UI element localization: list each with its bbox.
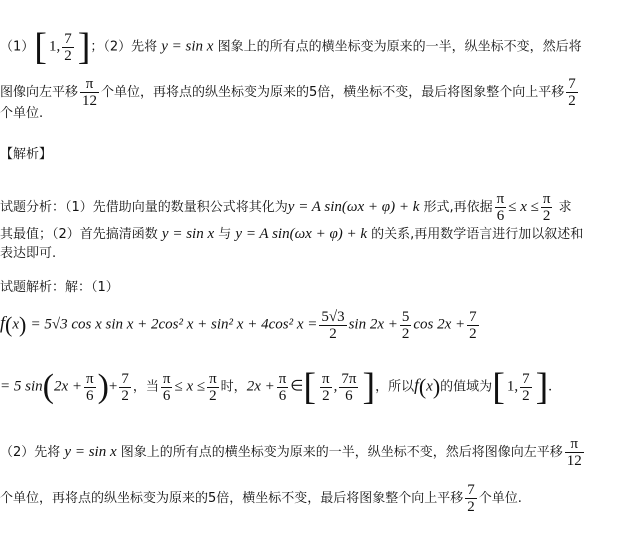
fraction-numerator: 7 — [522, 370, 530, 387]
fraction-numerator: π — [565, 436, 584, 453]
coef-fraction-1 — [319, 309, 346, 342]
argument-expr: 2x + — [246, 378, 275, 395]
fraction-denominator: 6 — [278, 387, 287, 404]
fraction-numerator: 7 — [121, 370, 129, 387]
fraction-denominator: 12 — [82, 93, 98, 109]
shift-fraction — [565, 436, 584, 469]
fraction-numerator: π — [496, 191, 505, 207]
part2-line-1 — [0, 436, 586, 469]
fraction-denominator: 6 — [86, 387, 94, 404]
inequality-middle: ≤ x ≤ — [508, 199, 539, 215]
right-bracket: ] — [362, 366, 376, 408]
fraction-numerator: π — [86, 370, 94, 387]
fraction-numerator: 5√3 — [321, 308, 345, 325]
expansion-expr: = 5√3 cos x sin x + 2cos² x + sin² x + 4cos² x = — [30, 316, 318, 333]
right-bracket: ] — [77, 26, 91, 68]
range-high-fraction — [520, 371, 532, 404]
left-bracket: [ — [303, 366, 317, 408]
fraction-numerator: π — [80, 76, 99, 93]
function-sin: y = sin x — [64, 444, 117, 460]
time-text: 时， — [220, 379, 247, 395]
ineq-left-fraction — [495, 191, 507, 224]
fraction-numerator: π — [278, 370, 287, 387]
interval-high-fraction — [339, 371, 358, 404]
simplified-eq: = 5 sin — [0, 378, 43, 395]
fraction-denominator: 12 — [566, 453, 582, 469]
solution-line-1: f(x) = 5√3 cos x sin x + 2cos² x + sin² x + 4cos² x = $\frac{5√3}{2}$ sin 2x + $\frac{5}{2}$ cos 2x + $\frac{7}{2}$ — [0, 308, 477, 342]
analysis-mid: 形式,再依据 — [423, 200, 493, 215]
fraction-denominator: 2 — [522, 387, 530, 404]
left-bracket: [ — [34, 26, 47, 68]
coef-fraction-2 — [400, 309, 412, 342]
so-text: ，所以 — [375, 379, 415, 395]
fraction-denominator: 6 — [496, 208, 505, 224]
fraction-denominator: 2 — [542, 208, 551, 224]
variable-x: x — [12, 316, 20, 333]
function-sin: y = sin x — [161, 226, 215, 242]
fraction-denominator: 6 — [345, 387, 353, 404]
up-shift-fraction — [465, 482, 477, 515]
fraction-denominator: 2 — [322, 387, 330, 404]
plus-sign: + — [108, 378, 118, 395]
part2-text-2: 个单位，再将点的纵坐标变为原来的5倍，横坐标不变，最后将图象整个向上平移 — [0, 491, 464, 506]
general-form: y = A sin(ωx + φ) + k — [287, 199, 420, 215]
fraction-denominator: 2 — [469, 325, 477, 342]
fraction-denominator: 2 — [401, 325, 410, 342]
part2-line-2 — [0, 482, 522, 515]
constant-fraction — [467, 309, 479, 342]
analysis-heading: 【解析】 — [0, 147, 53, 162]
element-of: ∈ — [290, 378, 304, 395]
part2-text-1: 图象上的所有点的横坐标变为原来的一半，纵坐标不变，然后将图像向左平移 — [120, 445, 563, 460]
solution-heading — [0, 278, 119, 298]
range-low: 1 — [48, 38, 57, 55]
argument-fraction — [277, 371, 289, 404]
fraction-numerator: 7 — [467, 482, 475, 498]
fraction-numerator: 7 — [568, 76, 576, 92]
answer-line-1: （1）[ 1, $\frac{7}{2}$ ]；（2）先将 y = sin x 图象上的所有点的横坐标变为原来的一半，纵坐标不变，然后将 — [0, 26, 582, 68]
variable-x: x — [426, 378, 433, 395]
analysis-line3: 表达即可. — [0, 246, 57, 261]
phase-fraction — [84, 371, 96, 404]
analysis-with: 与 — [218, 227, 232, 242]
period: . — [548, 378, 552, 395]
fraction-numerator: 7π — [341, 370, 357, 387]
range-low: 1 — [506, 378, 515, 395]
fraction-numerator: π — [209, 370, 217, 387]
analysis-line2b: 的关系,再用数学语言进行加以叙述和 — [371, 227, 584, 242]
fraction-denominator: 6 — [162, 387, 171, 404]
fraction-numerator: 5 — [401, 308, 410, 325]
fraction-denominator: 2 — [568, 93, 576, 109]
analysis-line-2 — [0, 224, 583, 245]
right-bracket: ] — [535, 366, 549, 408]
domain-middle: ≤ x ≤ — [174, 378, 206, 395]
fraction-denominator: 2 — [64, 47, 72, 64]
sin-2x-term: sin 2x + — [348, 316, 398, 333]
fraction-numerator: 7 — [64, 30, 72, 47]
fraction-numerator: π — [322, 370, 330, 387]
function-f: f — [414, 375, 419, 395]
constant-fraction — [119, 371, 131, 404]
fraction-denominator: 2 — [121, 387, 129, 404]
solution-line-2: = 5 sin(2x + $\frac{\pi}{6}$ )+ $\frac{7}{2}$ ，当 $\frac{\pi}{6}$ ≤ x ≤ $\frac{\pi}{2}$ 时，2x + $\frac{\pi}{6}$ ∈[ $\frac{\pi}{2}$ , $\frac{7\pi}{6}$ ]，所以f(x)的值域为[ 1, $\frac{7}{2}$ ]. — [0, 366, 552, 408]
ineq-right-fraction — [541, 191, 553, 224]
function-sin: y = sin x — [161, 38, 214, 55]
domain-right-fraction — [207, 371, 219, 404]
transform-text-1: 图象上的所有点的横坐标变为原来的一半，纵坐标不变，然后将 — [217, 39, 582, 55]
left-bracket: [ — [492, 366, 505, 408]
analysis-line-1 — [0, 191, 572, 224]
answer-line-3 — [0, 104, 43, 124]
range-high-fraction — [62, 31, 74, 64]
cos-2x-term: cos 2x + — [413, 316, 466, 333]
up-shift-fraction — [566, 76, 578, 109]
analysis-line-3 — [0, 244, 56, 264]
general-form-2: y = A sin(ωx + φ) + k — [235, 226, 368, 242]
when-text: ，当 — [132, 379, 159, 395]
analysis-tail: 求 — [558, 200, 572, 215]
transform-text-3: 个单位，再将点的纵坐标变为原来的5倍，横坐标不变，最后将图象整个向上平移 — [101, 85, 565, 100]
part-2-lead: ；（2）先将 — [90, 39, 158, 55]
inner-arg: 2x + — [53, 378, 82, 395]
part2-text-3: 个单位. — [478, 491, 522, 506]
part2-lead: （2）先将 — [0, 445, 61, 460]
analysis-lead: 试题分析：（1）先借助向量的数量积公式将其化为 — [0, 200, 288, 215]
solution-lead: 试题解析：解：（1） — [0, 280, 119, 295]
answer-line-2 — [0, 76, 580, 109]
function-f: f — [0, 312, 6, 333]
fraction-denominator: 2 — [329, 325, 337, 342]
fraction-numerator: 7 — [469, 308, 477, 325]
domain-left-fraction — [161, 371, 173, 404]
transform-text-2: 图像向左平移 — [0, 85, 79, 100]
transform-text-4: 个单位. — [0, 106, 44, 121]
fraction-numerator: π — [162, 370, 171, 387]
fraction-denominator: 2 — [467, 499, 475, 515]
fraction-numerator: π — [542, 191, 551, 207]
range-text: 的值域为 — [440, 379, 493, 395]
analysis-line2a: 其最值；（2）首先搞清函数 — [0, 227, 158, 242]
interval-low-fraction — [320, 371, 332, 404]
shift-fraction — [80, 76, 99, 109]
fraction-denominator: 2 — [209, 387, 217, 404]
part-1-label: （1） — [0, 39, 35, 55]
